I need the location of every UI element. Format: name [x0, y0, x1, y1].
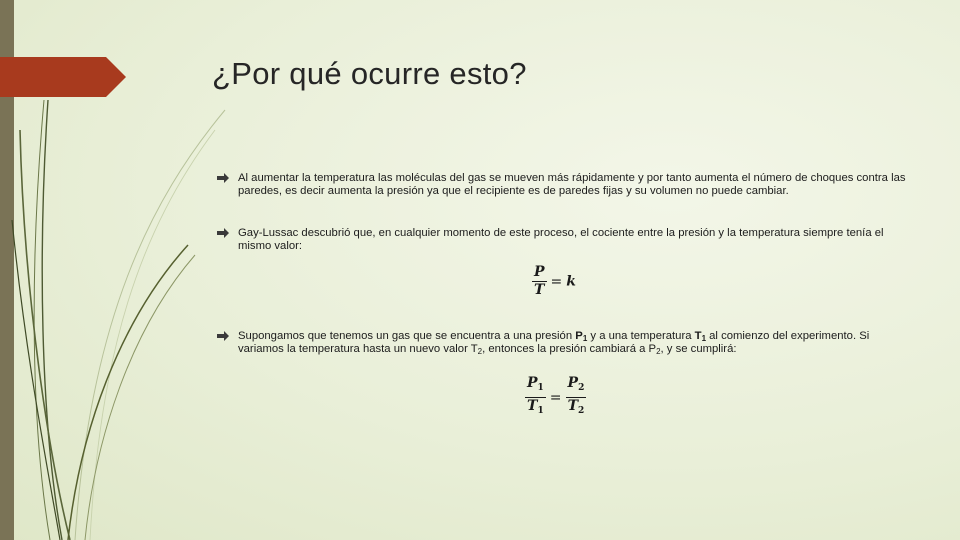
bullet-text [238, 330, 907, 355]
constant: k [566, 273, 576, 290]
slide-title: ¿Por qué ocurre esto? [212, 56, 527, 91]
bullet-text [238, 172, 907, 197]
equals-sign: = [549, 389, 562, 406]
left-fraction [525, 375, 546, 420]
subscript: 2 [656, 346, 661, 356]
text-segment: y a una temperatura [587, 330, 695, 342]
subscript: 1 [701, 334, 707, 343]
text-segment: , entonces la presión cambiará a P [482, 342, 657, 355]
title-accent-tab [0, 57, 126, 97]
subscript: 2 [578, 406, 585, 416]
numerator [566, 375, 587, 398]
bullet-3 [217, 330, 907, 355]
bullet-2 [217, 227, 907, 252]
denominator [525, 398, 546, 420]
symbol: P [567, 375, 579, 391]
numerator [525, 375, 546, 398]
fraction [532, 264, 547, 299]
formula-ratio-equality [525, 375, 586, 420]
arrow-bullet-icon [217, 173, 229, 183]
subscript: 1 [537, 406, 544, 416]
text-segment: T [694, 330, 702, 342]
subscript: 2 [477, 346, 483, 356]
subscript: 1 [582, 334, 588, 343]
arrow-bullet-icon [217, 228, 229, 238]
symbol: T [527, 398, 538, 414]
right-fraction [566, 375, 587, 420]
denominator: T [534, 282, 545, 298]
symbol: P [527, 375, 538, 391]
arrow-bullet-icon [217, 331, 229, 341]
text-segment: al comienzo del experimento. Si variamos la temperatura hasta un nuevo valor T [238, 330, 870, 355]
bullet-1 [217, 172, 907, 197]
symbol: T [567, 398, 578, 414]
subscript: 1 [537, 383, 544, 393]
text-segment: Gay-Lussac descubrió que, en cualquier momento de este proceso, el cociente entre la presión y la temperatura siempre tenía el mismo valor: [238, 227, 884, 252]
formula-gay-lussac [532, 264, 576, 299]
text-segment: , y se cumplirá: [660, 342, 737, 355]
bullet-text [238, 227, 907, 252]
equals-sign: = [550, 273, 563, 290]
numerator: P [534, 264, 545, 280]
text-segment: Al aumentar la temperatura las moléculas del gas se mueven más rápidamente y por tanto aumenta el número de choques contra las paredes, es decir aumenta la presión ya que el recipiente es de paredes fijas y su volumen no puede cambiar. [238, 172, 906, 197]
subscript: 2 [578, 383, 585, 393]
text-segment: Supongamos que tenemos un gas que se encuentra a una presión [238, 330, 576, 342]
denominator [566, 398, 587, 420]
text-segment: P [575, 330, 583, 342]
